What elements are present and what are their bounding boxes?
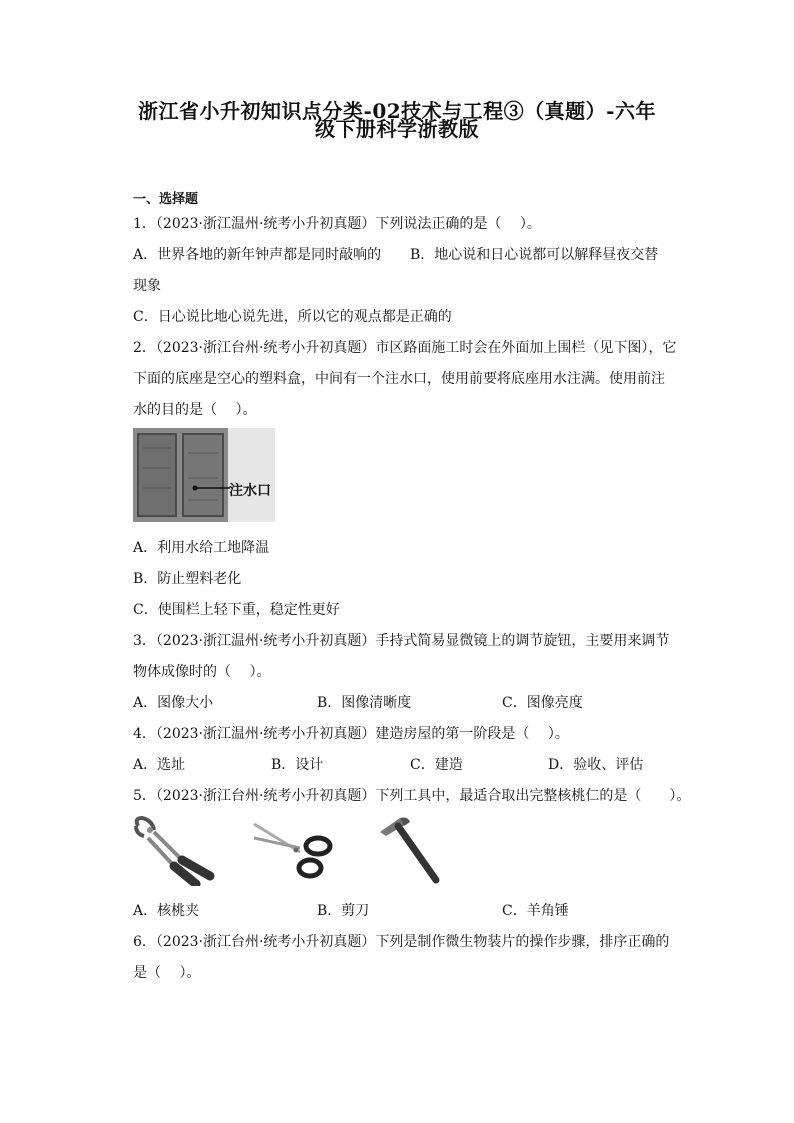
water-inlet-label: 注水口 bbox=[229, 483, 271, 499]
question-5-stem: 5．（2023·浙江台州·统考小升初真题）下列工具中，最适合取出完整核桃仁的是（ ）。 bbox=[133, 788, 691, 804]
question-1-option-a: A．世界各地的新年钟声都是同时敲响的 bbox=[133, 247, 382, 263]
question-5-option-c: C．羊角锤 bbox=[502, 903, 569, 919]
question-3-stem-line1: 3．（2023·浙江温州·统考小升初真题）手持式简易显微镜上的调节旋钮，主要用来调节 bbox=[133, 633, 670, 649]
question-2-stem-line1: 2．（2023·浙江台州·统考小升初真题）市区路面施工时会在外面加上围栏（见下图），它 bbox=[133, 340, 677, 356]
question-2-option-c: C．使围栏上轻下重，稳定性更好 bbox=[133, 602, 340, 618]
nutcracker-icon bbox=[130, 814, 216, 886]
question-3-option-a: A．图像大小 bbox=[133, 695, 214, 711]
question-4-option-d: D．验收、评估 bbox=[548, 757, 644, 773]
hammer-icon bbox=[374, 814, 444, 886]
question-1-option-b-cont: 现象 bbox=[133, 278, 161, 294]
question-2-option-b: B．防止塑料老化 bbox=[133, 571, 242, 587]
question-4-option-a: A．选址 bbox=[133, 757, 186, 773]
question-6-stem-line1: 6．（2023·浙江台州·统考小升初真题）下列是制作微生物装片的操作步骤，排序正确的 bbox=[133, 934, 670, 950]
barrier-photo-graphic bbox=[133, 428, 275, 522]
question-4-option-c: C．建造 bbox=[410, 757, 463, 773]
question-2-stem-line3: 水的目的是（ ）。 bbox=[133, 402, 257, 418]
question-1-stem: 1．（2023·浙江温州·统考小升初真题）下列说法正确的是（ ）。 bbox=[133, 216, 541, 232]
question-4-option-b: B．设计 bbox=[271, 757, 324, 773]
scissors-icon bbox=[250, 818, 334, 882]
question-3-option-b: B．图像清晰度 bbox=[317, 695, 412, 711]
section-heading: 一、选择题 bbox=[133, 192, 199, 207]
question-3-option-c: C．图像亮度 bbox=[502, 695, 583, 711]
question-2-option-a: A．利用水给工地降温 bbox=[133, 540, 270, 556]
question-5-option-b: B．剪刀 bbox=[317, 903, 370, 919]
barrier-base-photo bbox=[133, 428, 275, 522]
question-5-option-a: A．核桃夹 bbox=[133, 903, 200, 919]
document-title-line1: 浙江省小升初知识点分类-02技术与工程③（真题）-六年 bbox=[138, 99, 656, 123]
question-1-option-b: B．地心说和日心说都可以解释昼夜交替 bbox=[410, 247, 659, 263]
question-6-stem-line2: 是（ ）。 bbox=[133, 965, 201, 981]
question-1-option-c: C．日心说比地心说先进，所以它的观点都是正确的 bbox=[133, 309, 452, 325]
document-title-line2: 级下册科学浙教版 bbox=[315, 117, 479, 141]
question-2-stem-line2: 下面的底座是空心的塑料盒，中间有一个注水口，使用前要将底座用水注满。使用前注 bbox=[133, 371, 665, 387]
question-4-stem: 4．（2023·浙江温州·统考小升初真题）建造房屋的第一阶段是（ ）。 bbox=[133, 726, 569, 742]
question-3-stem-line2: 物体成像时的（ ）。 bbox=[133, 664, 271, 680]
